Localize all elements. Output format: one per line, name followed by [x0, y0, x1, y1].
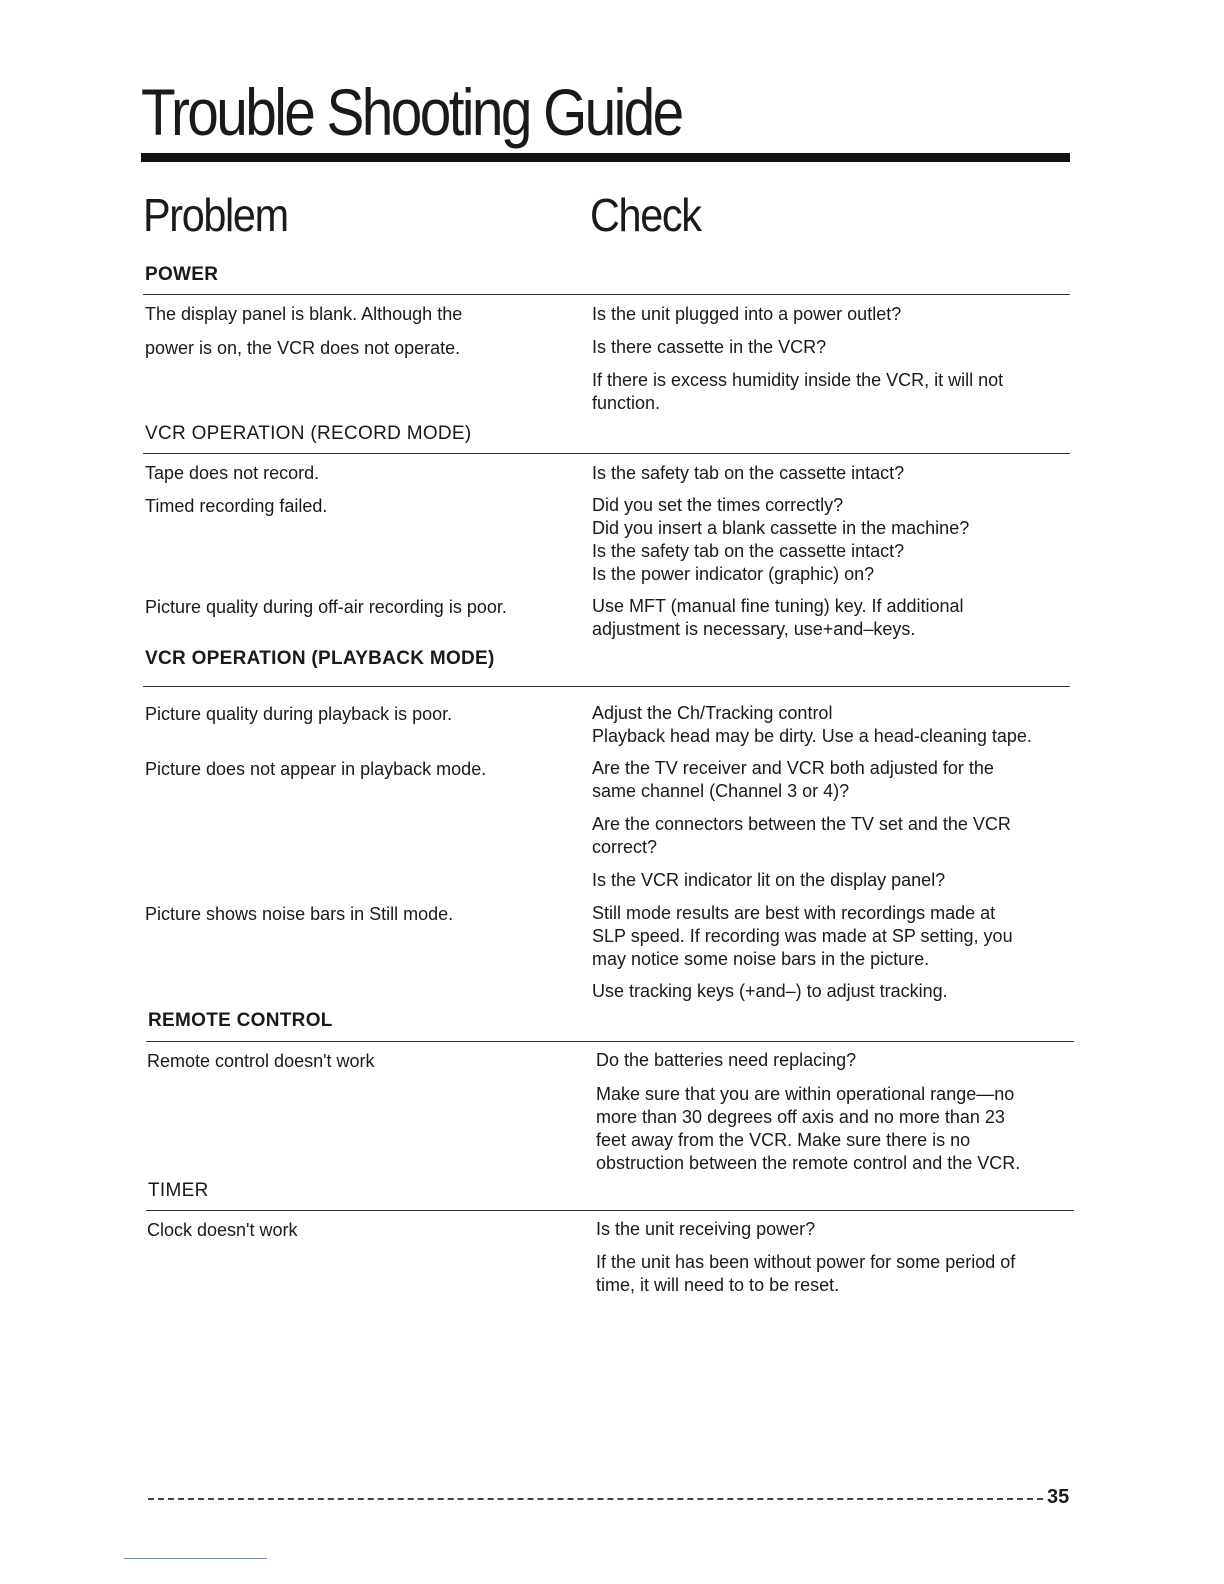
problem-text: Tape does not record.: [145, 463, 320, 483]
check-text: same channel (Channel 3 or 4)?: [592, 781, 850, 801]
section-rule: [143, 453, 1070, 454]
check-text: correct?: [592, 837, 658, 857]
check-text: Are the TV receiver and VCR both adjusted for the: [592, 758, 994, 778]
check-text: Use MFT (manual fine tuning) key. If additional: [592, 596, 964, 616]
problem-text: Picture does not appear in playback mode.: [145, 759, 487, 779]
section-rule: [143, 686, 1070, 687]
check-text: Still mode results are best with recordings made at: [592, 903, 996, 923]
section-heading-timer: TIMER: [148, 1180, 209, 1201]
check-text: Adjust the Ch/Tracking control: [592, 703, 833, 723]
section-heading-power: POWER: [145, 264, 219, 285]
problem-text: The display panel is blank. Although the: [145, 304, 463, 324]
check-text: Is the unit plugged into a power outlet?: [592, 304, 902, 324]
problem-column-heading: Problem: [143, 189, 288, 241]
problem-text: Clock doesn't work: [147, 1220, 298, 1240]
check-text: time, it will need to to be reset.: [596, 1275, 840, 1295]
check-text: Is the safety tab on the cassette intact?: [592, 463, 905, 483]
check-text: Do the batteries need replacing?: [596, 1050, 857, 1070]
page-title: Trouble Shooting Guide: [141, 75, 682, 149]
section-rule: [146, 1210, 1074, 1211]
problem-text: Picture quality during off-air recording is poor.: [145, 597, 507, 617]
check-text: may notice some noise bars in the picture.: [592, 949, 930, 969]
section-heading-playback: VCR OPERATION (PLAYBACK MODE): [145, 648, 495, 669]
section-heading-record: VCR OPERATION (RECORD MODE): [145, 423, 472, 444]
check-text: Is the unit receiving power?: [596, 1219, 816, 1239]
check-text: Did you insert a blank cassette in the machine?: [592, 518, 970, 538]
check-text: obstruction between the remote control and the VCR.: [596, 1153, 1021, 1173]
check-text: Make sure that you are within operational range—no: [596, 1084, 1015, 1104]
check-text: Playback head may be dirty. Use a head-cleaning tape.: [592, 726, 1032, 746]
check-text: If the unit has been without power for some period of: [596, 1252, 1016, 1272]
problem-text: power is on, the VCR does not operate.: [145, 338, 461, 358]
check-text: Is there cassette in the VCR?: [592, 337, 827, 357]
check-text: Are the connectors between the TV set and the VCR: [592, 814, 1011, 834]
check-text: SLP speed. If recording was made at SP setting, you: [592, 926, 1013, 946]
check-text: feet away from the VCR. Make sure there is no: [596, 1130, 971, 1150]
check-text: function.: [592, 393, 661, 413]
check-text: Did you set the times correctly?: [592, 495, 844, 515]
section-rule: [143, 294, 1070, 295]
problem-text: Timed recording failed.: [145, 496, 328, 516]
footer-rule: [148, 1498, 1043, 1500]
problem-text: Picture quality during playback is poor.: [145, 704, 453, 724]
check-text: Is the power indicator (graphic) on?: [592, 564, 875, 584]
section-heading-remote: REMOTE CONTROL: [148, 1010, 333, 1031]
problem-text: Picture shows noise bars in Still mode.: [145, 904, 454, 924]
check-text: more than 30 degrees off axis and no more than 23: [596, 1107, 1005, 1127]
bottom-edge-mark: [124, 1558, 267, 1559]
check-text: Is the VCR indicator lit on the display panel?: [592, 870, 946, 890]
check-text: If there is excess humidity inside the VCR, it will not: [592, 370, 1004, 390]
check-text: Is the safety tab on the cassette intact?: [592, 541, 905, 561]
check-text: adjustment is necessary, use+and–keys.: [592, 619, 916, 639]
check-column-heading: Check: [590, 189, 701, 241]
problem-text: Remote control doesn't work: [147, 1051, 375, 1071]
check-text: Use tracking keys (+and–) to adjust tracking.: [592, 981, 948, 1001]
section-rule: [146, 1041, 1074, 1042]
title-underline: [141, 153, 1070, 162]
page-number: 35: [1047, 1486, 1070, 1508]
